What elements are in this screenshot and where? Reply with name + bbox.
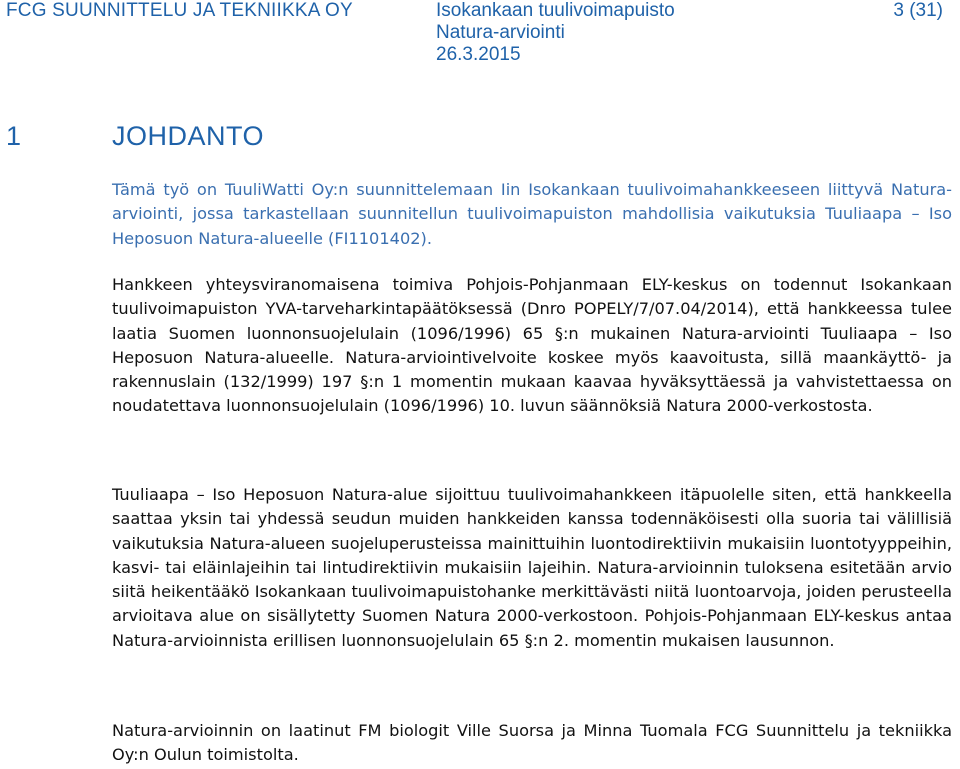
- company-name: FCG SUUNNITTELU JA TEKNIIKKA OY: [6, 0, 353, 21]
- paragraph-location: Tuuliaapa – Iso Heposuon Natura-alue sijoittuu tuulivoimahankkeen itäpuolelle siten, että hankkeella saattaa yksin tai yhdessä seudun muiden hankkeiden kanssa todennäköisesti olla suoria tai välillisiä vaikutuksia Natura-alueen suojeluperusteissa mainittuihin luontodirektiivin mukaisiin luontotyyppeihin, kasvi- tai eläinlajeihin tai lintudirektiivin mukaisiin lajeihin. Natura-arvioinnin tuloksena esitetään arvio siitä heikentääkö Isokankaan tuulivoimapuistohanke merkittävästi niitä luontoarvoja, joiden perusteella arvioitava alue on sisällytetty Suomen Natura 2000-verkostoon. Pohjois-Pohjanmaan ELY-keskus antaa Natura-arvioinnista erillisen luonnonsuojelulain 65 §:n 2. momentin mukaisen lausunnon.: [112, 485, 952, 650]
- document-date: 26.3.2015: [436, 44, 521, 65]
- paragraph-authors: Natura-arvioinnin on laatinut FM biologit Ville Suorsa ja Minna Tuomala FCG Suunnittelu ja tekniikka Oy:n Oulun toimistolta.: [112, 721, 952, 765]
- paragraph-authority: Hankkeen yhteysviranomaisena toimiva Pohjois-Pohjanmaan ELY-keskus on todennut Isokankaan tuulivoimapuiston YVA-tarveharkintapäätöksessä (Dnro POPELY/7/07.04/2014), että hankkeessa tulee laatia Suomen luonnonsuojelulain (1096/1996) 65 §:n mukainen Natura-arviointi Tuuliaapa – Iso Heposuon Natura-alueelle. Natura-arviointivelvoite koskee myös kaavoitusta, sillä maankäyttö- ja rakennuslain (132/1999) 197 §:n 1 momentin mukaan kaavaa hyväksyttäessä ja vahvistettaessa on noudatettava luonnonsuojelulain (1096/1996) 10. luvun säännöksiä Natura 2000-verkostosta.: [112, 275, 952, 416]
- document-type: Natura-arviointi: [436, 22, 565, 43]
- document-info: [436, 0, 675, 66]
- paragraph-intro: Tämä työ on TuuliWatti Oy:n suunnittelemaan Iin Isokankaan tuulivoimahankkeeseen liittyvä Natura-arviointi, jossa tarkastellaan suunnitellun tuulivoimapuiston mahdollisia vaikutuksia Tuuliaapa – Iso Heposuon Natura-alueelle (FI1101402).: [112, 180, 952, 248]
- section-number: 1: [6, 121, 22, 151]
- section-title: JOHDANTO: [112, 121, 265, 151]
- page-number: 3 (31): [893, 0, 943, 21]
- project-name: Isokankaan tuulivoimapuisto: [436, 0, 675, 21]
- section-heading: [6, 121, 264, 152]
